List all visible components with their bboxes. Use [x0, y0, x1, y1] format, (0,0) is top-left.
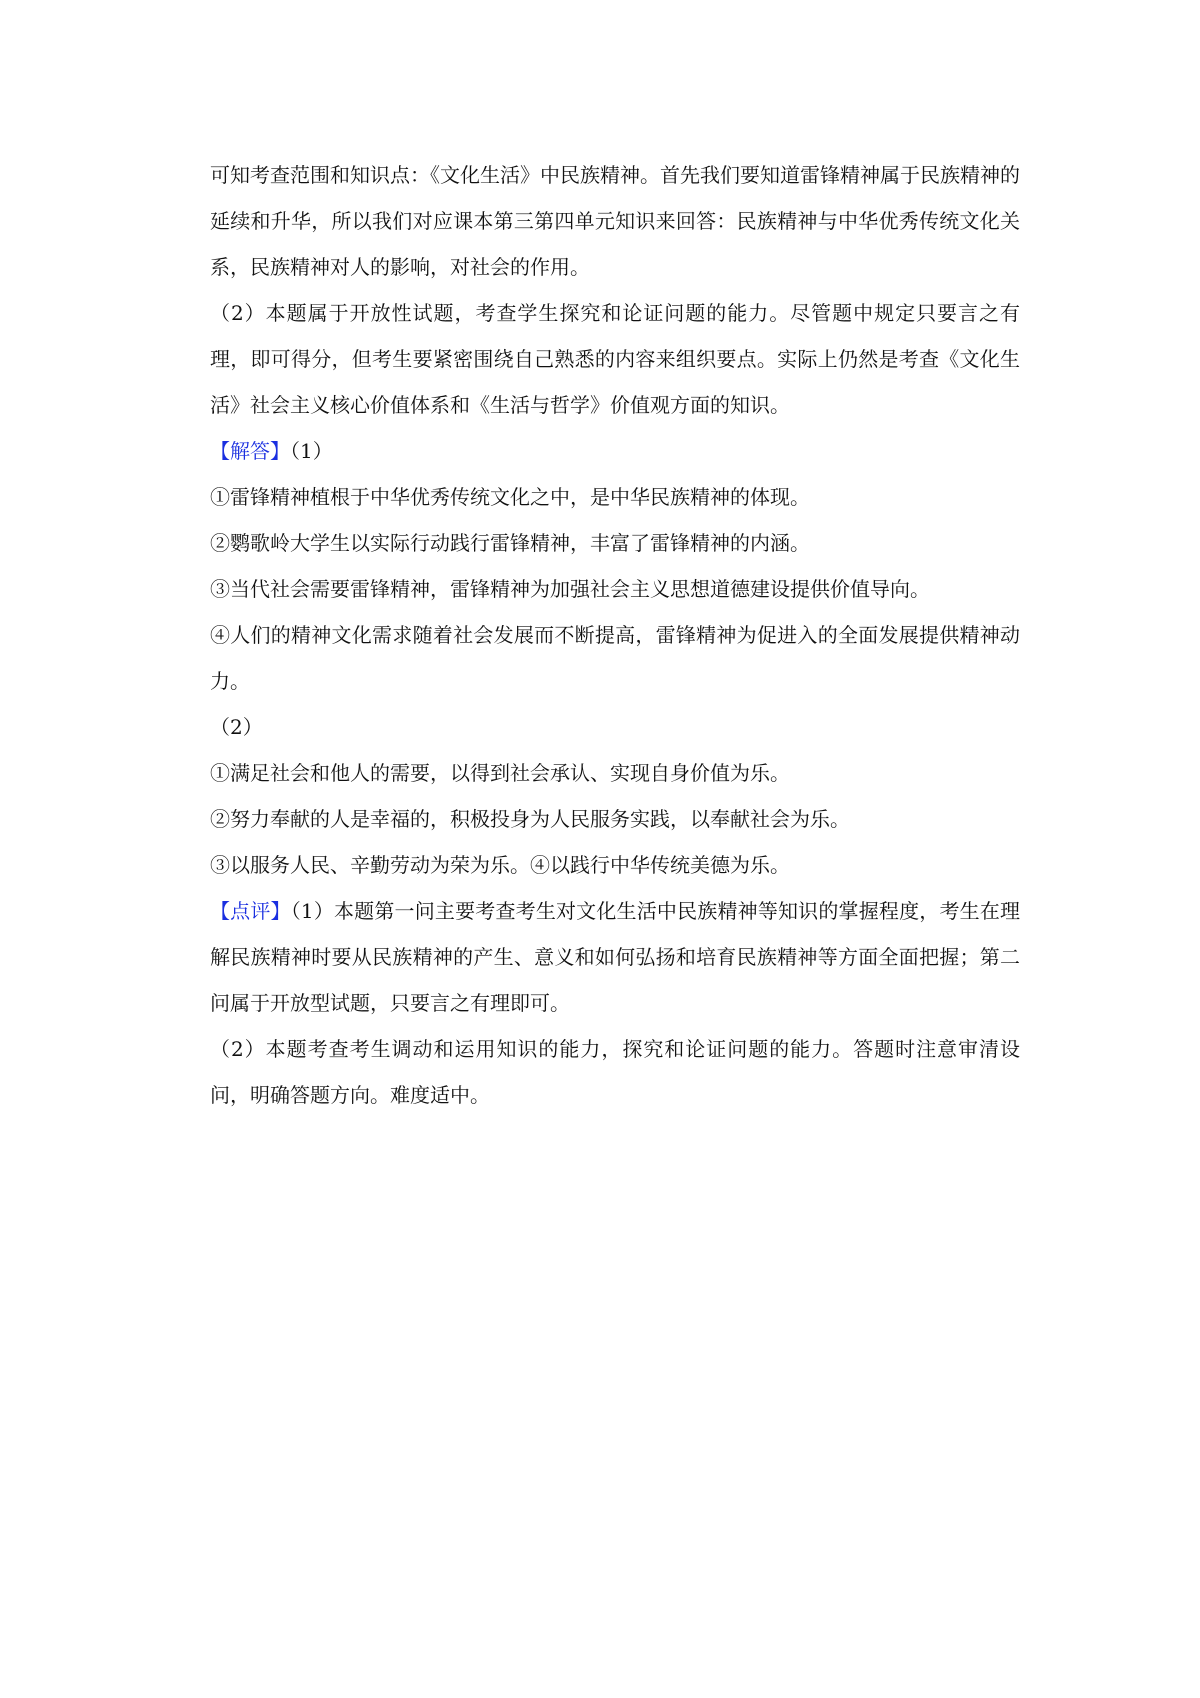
analysis-paragraph-1: 可知考查范围和知识点：《文化生活》中民族精神。首先我们要知道雷锋精神属于民族精神的延续和升华，所以我们对应课本第三第四单元知识来回答：民族精神与中华优秀传统文化关系，民族精神对人的影响，对社会的作用。: [210, 163, 1020, 279]
comment-label: 【点评】: [210, 899, 291, 923]
answer-part2-number: （2）: [210, 715, 263, 739]
comment-paragraph-2: （2）本题考查考生调动和运用知识的能力，探究和论证问题的能力。答题时注意审清设问，明确答题方向。难度适中。: [210, 1037, 1020, 1107]
comment-paragraph-1: [210, 888, 1020, 1026]
answer-part2-item: ③以服务人民、辛勤劳动为荣为乐。④以践行中华传统美德为乐。: [210, 853, 790, 877]
answer-label: 【解答】: [210, 439, 290, 463]
answer-part1-item: ③当代社会需要雷锋精神，雷锋精神为加强社会主义思想道德建设提供价值导向。: [210, 577, 930, 601]
comment-text-1: （1）本题第一问主要考查考生对文化生活中民族精神等知识的掌握程度，考生在理解民族精神时要从民族精神的产生、意义和如何弘扬和培育民族精神等方面全面把握；第二问属于开放型试题，只要言之有理即可。: [210, 899, 1020, 1015]
document-body: [210, 152, 1020, 1118]
answer-part1-item: ①雷锋精神植根于中华优秀传统文化之中，是中华民族精神的体现。: [210, 485, 810, 509]
answer-part2-item: ①满足社会和他人的需要，以得到社会承认、实现自身价值为乐。: [210, 761, 790, 785]
answer-part2-item: ②努力奉献的人是幸福的，积极投身为人民服务实践，以奉献社会为乐。: [210, 807, 850, 831]
answer-part1-item: ②鹦歌岭大学生以实际行动践行雷锋精神，丰富了雷锋精神的内涵。: [210, 531, 810, 555]
answer-heading: [210, 428, 1020, 474]
analysis-paragraph-2: （2）本题属于开放性试题，考查学生探究和论证问题的能力。尽管题中规定只要言之有理，即可得分，但考生要紧密围绕自己熟悉的内容来组织要点。实际上仍然是考查《文化生活》社会主义核心价值体系和《生活与哲学》价值观方面的知识。: [210, 301, 1020, 417]
answer-part1-number: （1）: [290, 439, 333, 463]
answer-part1-item: ④人们的精神文化需求随着社会发展而不断提高，雷锋精神为促进入的全面发展提供精神动力。: [210, 623, 1020, 693]
